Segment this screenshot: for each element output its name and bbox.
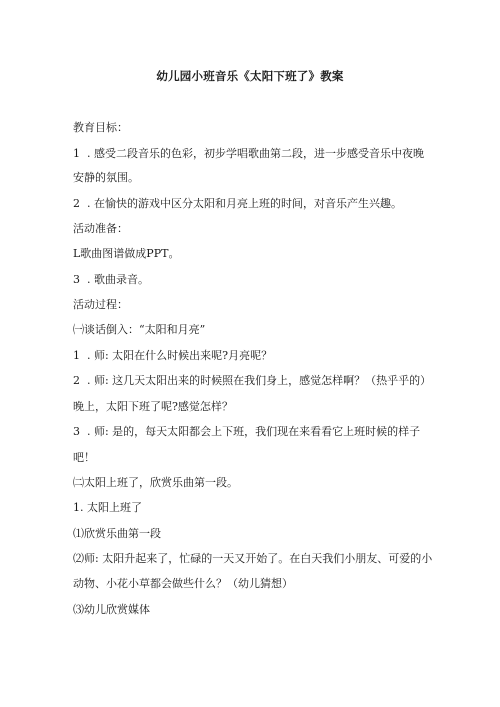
section-heading-preparation: 活动准备： — [73, 222, 128, 235]
goal-item-2: 2 . 在愉快的游戏中区分太阳和月亮上班的时间，对音乐产生兴趣。 — [73, 197, 402, 210]
process-part-2-item-1: 1. 太阳上班了 — [73, 501, 142, 514]
process-part-2-heading: ㈡太阳上班了，欣赏乐曲第一段。 — [73, 476, 238, 489]
process-step-2-continued: 晚上，太阳下班了呢?感觉怎样？ — [73, 400, 233, 413]
process-step-2: 2 . 师: 这几天太阳出来的时候照在我们身上，感觉怎样啊？（热乎乎的） — [73, 374, 432, 387]
process-step-3: 3 . 师: 是的，每天太阳都会上下班，我们现在来看看它上班时候的样子 — [73, 425, 421, 438]
process-part-1-heading: ㈠谈话倒入：“太阳和月亮” — [73, 323, 206, 336]
process-step-1: 1 . 师: 太阳在什么时候出来呢?月亮呢？ — [73, 349, 273, 362]
preparation-item-3: 3 . 歌曲录音。 — [73, 273, 149, 286]
section-heading-process: 活动过程： — [73, 298, 128, 311]
process-part-2-subitem-3: ⑶幼儿欣赏媒体 — [73, 603, 150, 616]
goal-item-1-continued: 安静的氛围。 — [73, 171, 139, 184]
process-part-2-subitem-2: ⑵师: 太阳升起来了，忙碌的一天又开始了。在白天我们小朋友、可爱的小 — [73, 552, 433, 565]
section-heading-goals: 教育目标： — [73, 121, 128, 134]
process-part-2-subitem-1: ⑴欣赏乐曲第一段 — [73, 527, 161, 540]
process-part-2-subitem-2-continued: 动物、小花小草都会做些什么？（幼儿猜想） — [73, 577, 293, 590]
preparation-item-1: L歌曲图谱做成PPT。 — [73, 247, 180, 260]
document-title: 幼儿园小班音乐《太阳下班了》教案 — [156, 69, 344, 83]
goal-item-1: 1 . 感受二段音乐的色彩，初步学唱歌曲第二段，进一步感受音乐中夜晚 — [73, 147, 424, 160]
process-step-3-continued: 吧！ — [73, 451, 95, 464]
